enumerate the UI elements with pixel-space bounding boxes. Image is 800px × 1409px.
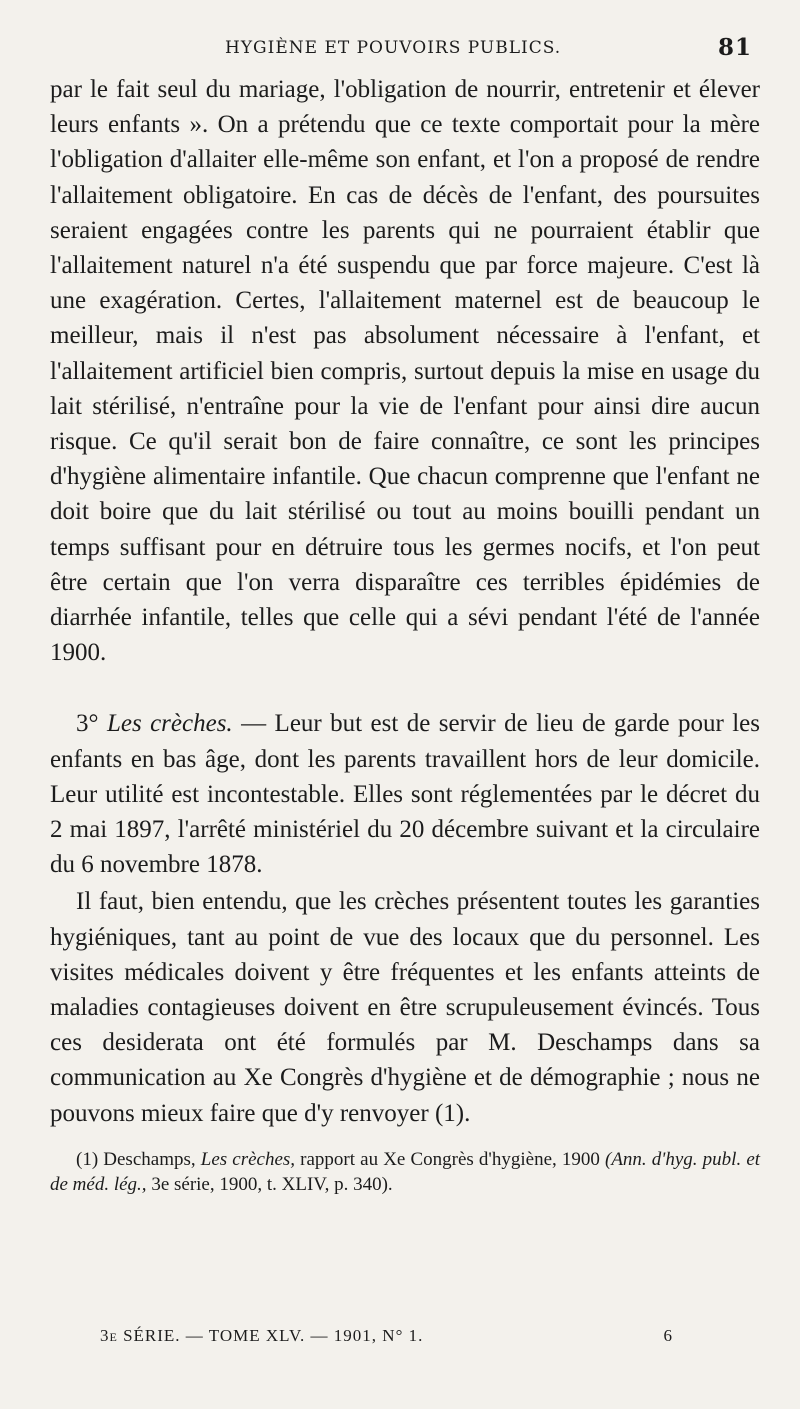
paragraph-creches (50, 706, 760, 882)
running-title: HYGIÈNE ET POUVOIRS PUBLICS. (225, 38, 562, 58)
section-title: Les crèches. (106, 710, 233, 738)
signature-series: 3e SÉRIE. — TOME XLV. — 1901, N° 1. (100, 1326, 424, 1345)
page-number: 81 (717, 34, 752, 61)
section-number: 3° (76, 710, 99, 738)
footnote-work: Les crèches, (200, 1148, 296, 1170)
signature-number: 6 (663, 1326, 672, 1345)
paragraph-maternal-feeding: par le fait seul du mariage, l'obligation de nourrir, entretenir et élever leurs enfants ». On a prétendu que ce texte comportait pour la mère l'obligation d'allaiter elle-même son enfant, et l'on a proposé de rendre l'allaitement obligatoire. En cas de décès de l'enfant, des poursuites seraient engagées contre les parents qui ne pourraient établir que l'allaitement naturel n'a été suspendu que par force majeure. C'est là une exagération. Certes, l'allaitement maternel est de beaucoup le meilleur, mais il n'est pas absolument nécessaire à l'enfant, et l'allaitement artificiel bien compris, surtout depuis la mise en usage du lait stérilisé, n'entraîne pour la vie de l'enfant pour ainsi dire aucun risque. Ce qu'il serait bon de faire connaître, ce sont les principes d'hygiène alimentaire infantile. Que chacun comprenne que l'enfant ne doit boire que du lait stérilisé ou tout au moins bouilli pendant un temps suffisant pour en détruire tous les germes nocifs, et l'on peut être certain que l'on verra disparaître ces terribles épidémies de diarrhée infantile, telles que celle qui a sévi pendant l'été de l'année 1900. (50, 76, 760, 667)
body-text (50, 72, 760, 1131)
footnote (50, 1147, 760, 1197)
paragraph-hygiene-guarantees: Il faut, bien entendu, que les crèches présentent toutes les garanties hygiéniques, tant au point de vue des locaux que du personnel. Les visites médicales doivent y être fréquentes et les enfants atteints de maladies contagieuses doivent en être scrupuleusement évincés. Tous ces desiderata ont été formulés par M. Deschamps dans sa communication au Xe Congrès d'hygiène et de démographie ; nous ne pouvons mieux faire que d'y renvoyer (1). (50, 888, 760, 1127)
footnote-author: Deschamps, (103, 1148, 196, 1170)
footnote-text-a: rapport au Xe Congrès d'hygiène, 1900 (300, 1148, 600, 1170)
footnote-marker: (1) (76, 1148, 99, 1170)
running-head (50, 28, 760, 72)
section-text: — Leur but est de servir de lieu de garde pour les enfants en bas âge, dont les parents travaillent hors de leur domicile. Leur utilité est incontestable. Elles sont réglementées par le décret du 2 mai 1897, l'arrêté ministériel du 20 décembre suivant et la circulaire du 6 novembre 1878. (50, 710, 761, 879)
footnote-text-b: 3e série, 1900, t. XLIV, p. 340). (151, 1173, 393, 1195)
footnote-journal: (Ann. d'hyg. publ. et de méd. lég., (50, 1148, 761, 1195)
